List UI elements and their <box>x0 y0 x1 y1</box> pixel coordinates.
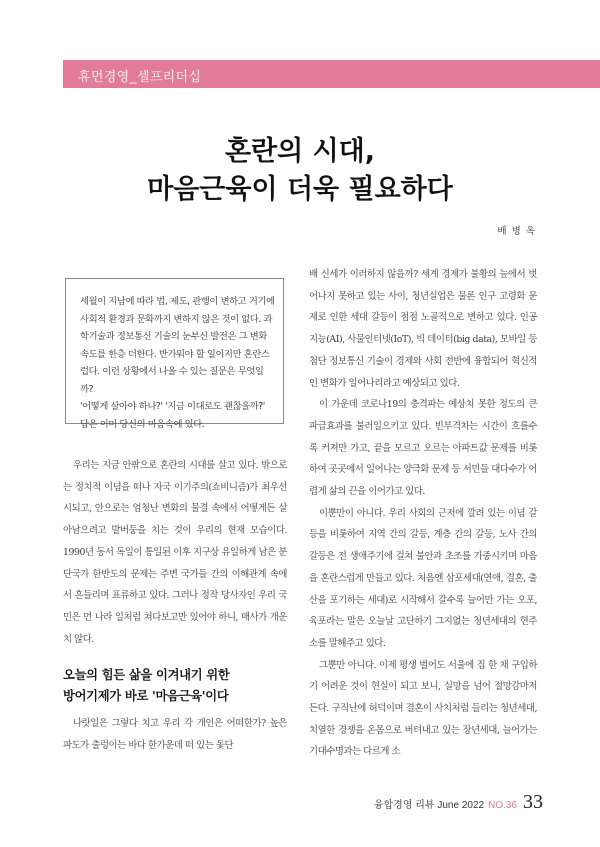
right-column-body <box>309 264 537 763</box>
section-label: 휴먼경영_셀프리더십 <box>78 69 202 84</box>
left-column-body <box>63 455 287 650</box>
author-name: 배 병 옥 <box>497 226 536 237</box>
body-paragraph: 우리는 지금 안팎으로 혼란의 시대를 살고 있다. 밖으로는 정치적 이념을 떠나 자국 이기주의(쇼비니즘)가 최우선시되고, 안으로는 엄청난 변화의 물결 속에서 어떻게든 살아남으려고 발버둥을 치는 것이 우리의 현재 모습이다. 1990년 동서 독일이 통일된 이후 지구상 유일하게 남은 분단국가 한반도의 문제는 주변 국가들 간의 이해관계 속에서 흔들리며 표류하고 있다. 그러나 정작 당사자인 우리 국민은 먼 나라 일처럼 쳐다보고만 있어야 하니, 매사가 개운치 않다. <box>63 460 287 645</box>
abstract-line: 사회적 환경과 문화까지 변하지 않은 것이 없다. 과 <box>80 313 273 325</box>
abstract-box <box>65 278 284 430</box>
section-banner <box>63 60 600 88</box>
subheading-line1: 오늘의 힘든 삶을 이겨내기 위한 <box>63 668 230 682</box>
body-paragraph: 배 신세가 이러하지 않을까? 세계 경제가 불황의 늪에서 벗어나지 못하고 있는 사이, 청년실업은 물론 인구 고령화 문제로 인한 세대 갈등이 점점 노골적으로 변하고 있다. 인공지능(AI), 사물인터넷(IoT), 빅 데이터(big data), 모바일 등 첨단 정보통신 기술이 경제와 사회 전반에 융합되어 혁신적인 변화가 일어나리라고 예상되고 있다. <box>309 269 537 389</box>
article-title <box>63 133 537 209</box>
abstract-line: 세월이 지남에 따라 법, 제도, 관행이 변하고 거기에 <box>80 296 275 307</box>
issue-number: NO.36 <box>488 800 517 811</box>
article-title-line1: 혼란의 시대, <box>224 136 376 167</box>
publication-name: 융합경영 리뷰 <box>373 800 435 811</box>
body-paragraph: 그뿐만 아니다. 이제 평생 벌어도 서울에 집 한 채 구입하기 어려운 것이 현실이 되고 보니, 실망을 넘어 절망감마저 든다. 구직난에 허덕이며 결혼이 사치처럼 들리는 청년세대, 치열한 경쟁을 온몸으로 버텨내고 있는 장년세대, 늘어가는 기대수명과는 다르게 소 <box>309 659 537 758</box>
publication-date: June 2022 <box>437 800 485 811</box>
abstract-line: 답은 이미 당신의 마음속에 있다. <box>80 418 205 430</box>
abstract-line: 학기술과 정보통신 기술의 눈부신 발전은 그 변화 <box>80 331 267 342</box>
article-title-line2: 마음근육이 더욱 필요하다 <box>147 174 453 205</box>
abstract-line: 속도를 한층 더한다. 반가워야 할 일이지만 혼란스 <box>80 348 270 360</box>
page-footer <box>374 791 543 814</box>
abstract-line: 럽다. 이런 상황에서 나올 수 있는 질문은 무엇일까? <box>80 366 264 395</box>
subheading-line2: 방어기제가 바로 '마음근육'이다 <box>63 689 229 703</box>
abstract-line: '어떻게 살아야 하나?' '지금 이대로도 괜찮을까?' <box>80 401 265 412</box>
section-subheading <box>63 665 293 707</box>
page-number: 33 <box>523 791 543 813</box>
left-column-body-2 <box>63 713 287 756</box>
body-paragraph: 나랏일은 그렇다 치고 우리 각 개인은 어떠한가? 높은 파도가 출렁이는 바다 한가운데 떠 있는 돛단 <box>63 718 287 751</box>
body-paragraph: 이뿐만이 아니다. 우리 사회의 근저에 깔려 있는 이념 갈등을 비롯하여 지역 간의 갈등, 계층 간의 갈등, 노사 간의 갈등은 전 생애주기에 걸쳐 불안과 초조를 가중시키며 마음을 혼란스럽게 만들고 있다. 처음엔 삼포세대(연애, 결혼, 출산을 포기하는 세대)로 시작해서 갈수록 늘어만 가는 오포, 육포라는 말은 오늘날 고단하기 그지없는 청년세대의 현주소를 말해주고 있다. <box>309 507 537 649</box>
body-paragraph: 이 가운데 코로나19의 충격파는 예상치 못한 정도의 큰 파급효과를 불러일으키고 있다. 빈부격차는 시간이 흐를수록 커져만 가고, 끝을 모르고 오르는 아파트값 문제를 비롯하여 곳곳에서 일어나는 양극화 문제 등 서민들 대다수가 어렵게 삶의 끈을 이어가고 있다. <box>309 399 537 498</box>
